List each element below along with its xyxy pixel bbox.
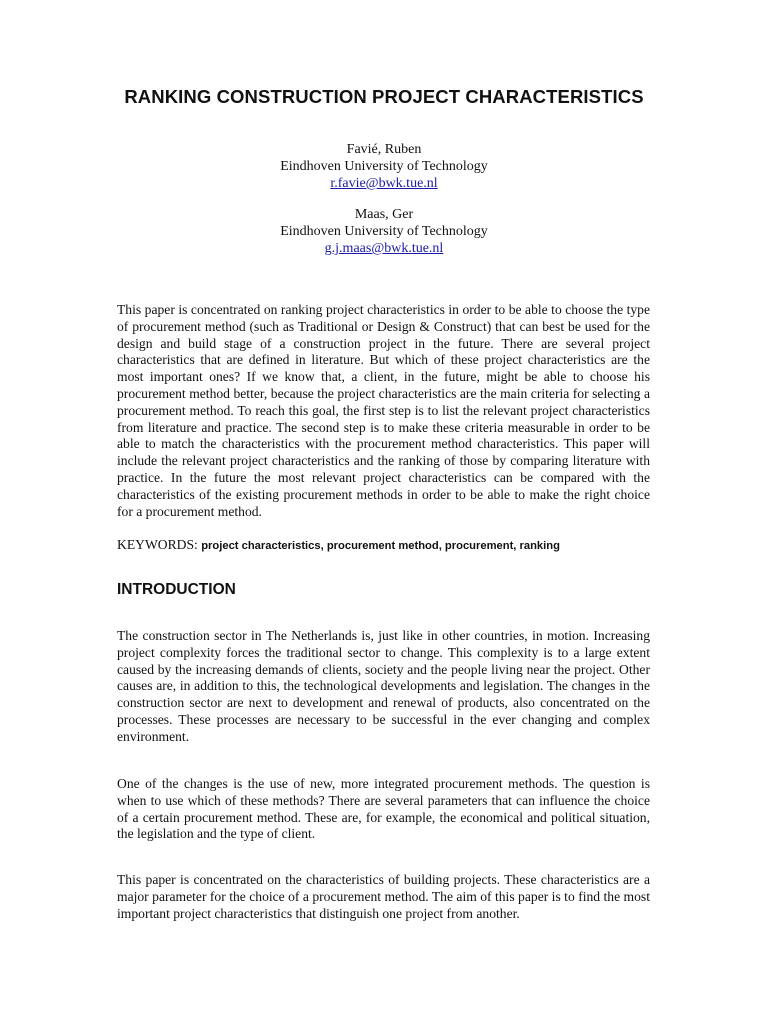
keywords-label: KEYWORDS:: [117, 537, 198, 552]
body-paragraph: The construction sector in The Netherlands is, just like in other countries, in motion. Increasing project complexity forces the traditional sector to change. This complexity is to a large extent caused by the increasing demands of clients, society and the people living near the project. Other causes are, in addition to this, the technological developments and legislation. The changes in the construction sector are next to development and renewal of products, also concentrated on the processes. These processes are necessary to be successful in the ever changing and complex environment.: [117, 628, 650, 744]
author-email-link[interactable]: r.favie@bwk.tue.nl: [330, 176, 438, 191]
body-paragraph: One of the changes is the use of new, more integrated procurement methods. The question is when to use which of these methods? There are several parameters that can influence the choice of a certain procurement method. These are, for example, the economical and political situation, the legislation and the type of client.: [117, 776, 650, 842]
author-affiliation: Eindhoven University of Technology: [280, 159, 488, 174]
author-block-2: [0, 206, 768, 257]
paper-title: RANKING CONSTRUCTION PROJECT CHARACTERISTICS: [124, 86, 644, 107]
author-email-link[interactable]: g.j.maas@bwk.tue.nl: [324, 241, 444, 256]
keywords-values: project characteristics, procurement method, procurement, ranking: [201, 540, 560, 552]
abstract-paragraph: This paper is concentrated on ranking project characteristics in order to be able to choose the type of procurement method (such as Traditional or Design & Construct) that can best be used for the design and build stage of a construction project in the future. There are several project characteristics that are defined in literature. But which of these project characteristics are the most important ones? If we know that, a client, in the future, might be able to choose his procurement method better, because the project characteristics are the main criteria for selecting a procurement method. To reach this goal, the first step is to list the relevant project characteristics from literature and practice. The second step is to make these criteria measurable in order to be able to match the characteristics with the procurement method characteristics. This paper will include the relevant project characteristics and the ranking of those by comparing literature with practice. In the future the most relevant project characteristics can be compared with the characteristics of the existing procurement methods in order to be able to make the right choice for a procurement method.: [117, 302, 650, 519]
author-name: Maas, Ger: [354, 207, 414, 222]
keywords-line: [117, 536, 657, 555]
author-name: Favié, Ruben: [346, 142, 422, 157]
author-affiliation: Eindhoven University of Technology: [280, 224, 488, 239]
body-paragraph: This paper is concentrated on the characteristics of building projects. These characteristics are a major parameter for the choice of a procurement method. The aim of this paper is to find the most important project characteristics that distinguish one project from another.: [117, 872, 650, 921]
section-heading-introduction: INTRODUCTION: [117, 581, 236, 598]
author-block-1: [0, 141, 768, 192]
